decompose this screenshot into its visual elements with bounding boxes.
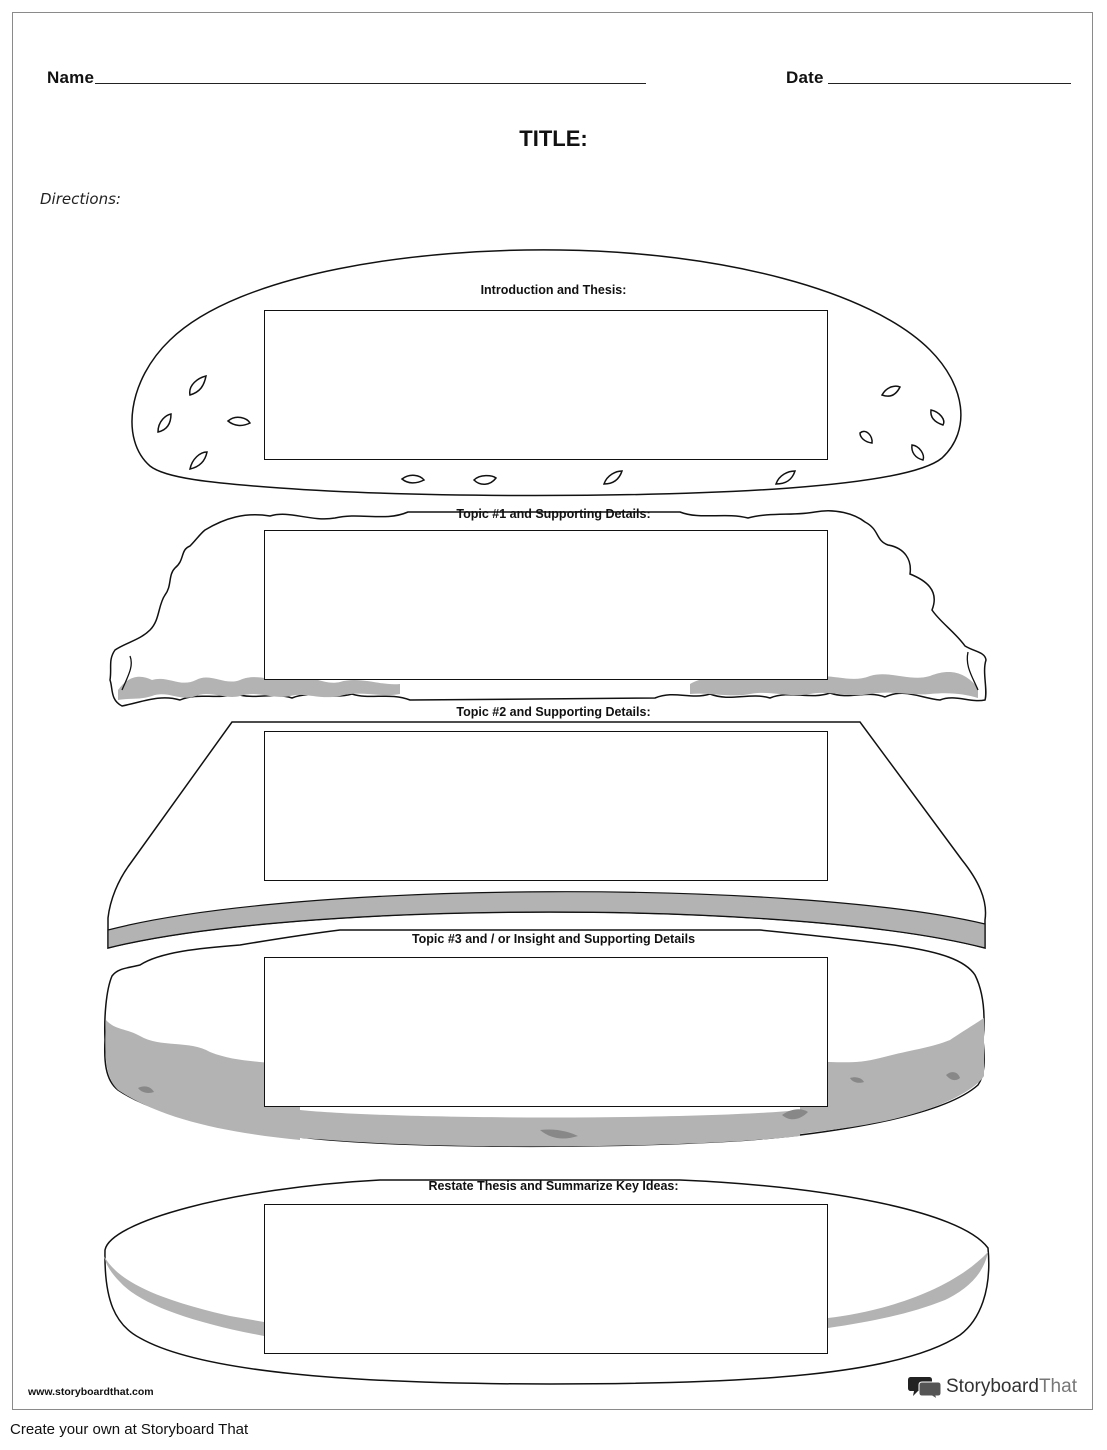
topic-2-writing-box[interactable] [264, 731, 828, 881]
section-label-topic-2: Topic #2 and Supporting Details: [456, 705, 651, 719]
topic-3-writing-box[interactable] [264, 957, 828, 1107]
brand-name-main: Storyboard [946, 1376, 1039, 1397]
brand-name-suffix: That [1038, 1376, 1077, 1397]
name-label: Name [47, 68, 95, 87]
brand-name [946, 1376, 1077, 1398]
create-your-own-link[interactable]: Create your own at Storyboard That [10, 1421, 249, 1438]
section-label-intro: Introduction and Thesis: [480, 283, 627, 297]
directions-label: Directions: [40, 190, 121, 208]
conclusion-writing-box[interactable] [264, 1204, 828, 1354]
date-label: Date [786, 68, 824, 87]
intro-writing-box[interactable] [264, 310, 828, 460]
storyboardthat-logo[interactable] [908, 1373, 1077, 1401]
topic-1-writing-box[interactable] [264, 530, 828, 680]
page-title: TITLE: [519, 126, 588, 151]
section-label-topic-1: Topic #1 and Supporting Details: [456, 507, 651, 521]
website-url[interactable]: www.storyboardthat.com [28, 1386, 154, 1398]
speech-bubbles-icon [908, 1374, 942, 1400]
section-label-conclusion: Restate Thesis and Summarize Key Ideas: [428, 1179, 679, 1193]
section-label-topic-3: Topic #3 and / or Insight and Supporting Details [411, 932, 696, 946]
